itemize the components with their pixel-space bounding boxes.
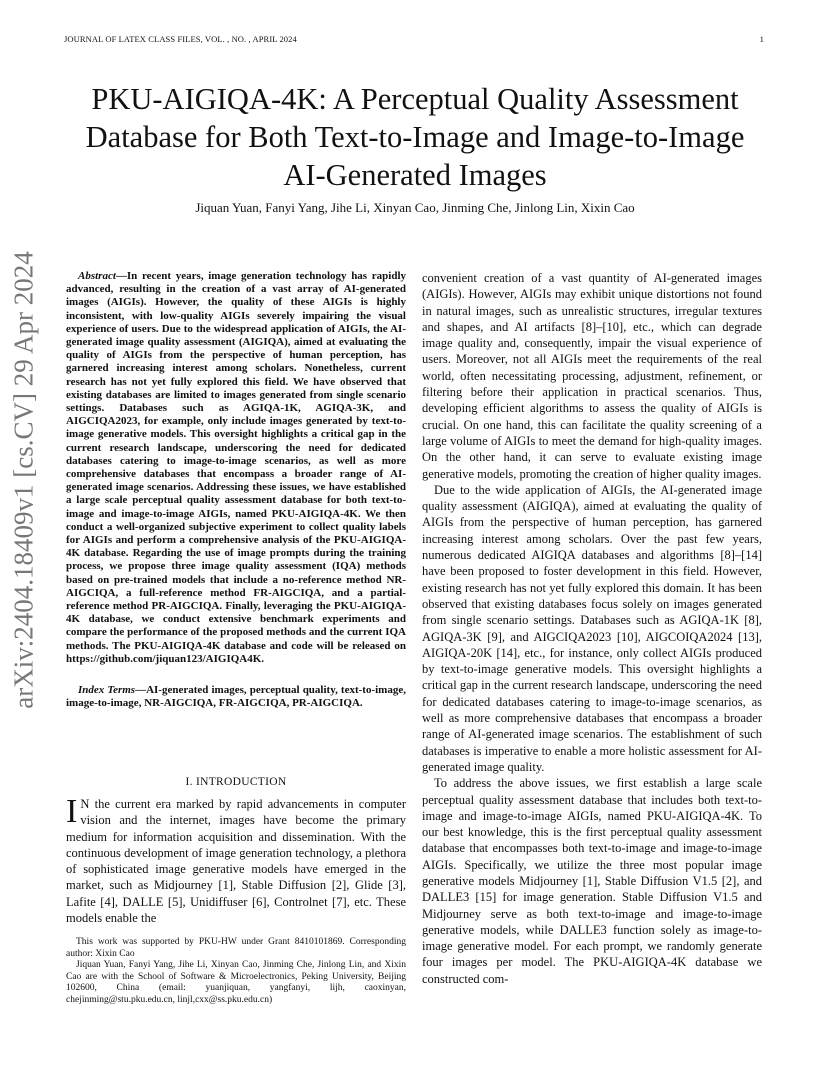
arxiv-sidebar bbox=[4, 251, 44, 709]
footnote-affiliation: Jiquan Yuan, Fanyi Yang, Jihe Li, Xinyan Cao, Jinming Che, Jinlong Lin, and Xixin Cao are with the School of Software & Microelectronics, Peking University, Beijing 102600, China (email: yuanjiquan, yangfanyi, lijh, caoxinyan, chejinming@stu.pku.edu.cn, linjl,cxx@ss.pku.edu.cn) bbox=[66, 960, 406, 1005]
abstract-text: —In recent years, image generation technology has rapidly advanced, resulting in the creation of a vast array of AI-generated images (AIGIs). However, the quality of these AIGIs is highly inconsistent, with low-quality AIGIs severely impairing the visual experience of users. Due to the widespread application of AIGIs, the AI-generated image quality assessment (AIGIQA), aimed at evaluating the quality of AIGIs from the perspective of human perception, has garnered increasing interest among scholars. Nonetheless, current research has not yet fully explored this field. We have observed that existing databases are limited to images generated from single scenario settings. Databases such as AGIQA-1K, AGIQA-3K, and AIGCIQA2023, for example, only include images generated by text-to-image generative models. This oversight highlights a critical gap in the current research landscape, underscoring the need for dedicated databases catering to image-to-image scenarios, as well as more comprehensive databases that encompass a broader range of AI-generated image scenarios. Addressing these issues, we have established a large scale perceptual quality assessment database for both text-to-image and image-to-image AIGIs, named PKU-AIGIQA-4K. We then conduct a well-organized subjective experiment to collect quality labels for AIGIs and perform a comprehensive analysis of the PKU-AIGIQA-4K database. Regarding the use of image prompts during the training process, we propose three image quality assessment (IQA) methods based on pre-trained models that include a no-reference method NR-AIGCIQA, a full-reference method FR-AIGCIQA, and a partial-reference method PR-AIGCIQA. Finally, leveraging the PKU-AIGIQA-4K database, we conduct extensive benchmark experiments and compare the performance of the proposed methods and the current IQA methods. The PKU-AIGIQA-4K database and code will be released on https://github.com/jiquan123/AIGIQA4K. bbox=[66, 270, 406, 665]
footnote bbox=[66, 937, 406, 1007]
intro-paragraph bbox=[66, 793, 406, 926]
index-terms-label: Index Terms bbox=[78, 684, 136, 696]
journal-name: JOURNAL OF LATEX CLASS FILES, VOL. , NO. , APRIL 2024 bbox=[64, 34, 297, 44]
abstract bbox=[66, 270, 406, 666]
right-paragraph-2: Due to the wide application of AIGIs, the AI-generated image quality assessment (AIGIQA), aimed at evaluating the quality of AIGIs from the perspective of human perception, has garnered increasing interest among scholars. Over the past few years, numerous dedicated AIGIQA databases and algorithms [8]–[14] have been proposed to foster development in this field. However, existing research has not yet fully explored this domain. It has been observed that existing databases focus solely on images generated from single scenario settings. Databases such as AGIQA-1K [8], AGIQA-3K [9], and AIGCIQA2023 [10], AIGCOIQA2024 [13], AIGIQA-20K [14], etc., for instance, only collect AIGIs produced by text-to-image generative models. This oversight highlights a critical gap in the current research landscape, underscoring the need for dedicated databases catering to image-to-image scenarios, as well as more comprehensive databases that encompass a broader range of AI-generated image scenarios. The establishment of such databases is imperative to enable a more holistic assessment for AI-generated image quality. bbox=[422, 482, 762, 774]
page-number: 1 bbox=[759, 34, 764, 44]
drop-cap: I bbox=[66, 793, 78, 830]
right-column bbox=[422, 270, 762, 987]
footnote-funding: This work was supported by PKU-HW under Grant 8410101869. Corresponding author: Xixin Cao bbox=[66, 937, 406, 959]
section-heading: I. INTRODUCTION bbox=[185, 776, 287, 788]
paper-title: PKU-AIGIQA-4K: A Perceptual Quality Assessment Database for Both Text-to-Image and Image-to-Image AI-Generated Images bbox=[85, 82, 745, 192]
right-paragraph-3: To address the above issues, we first establish a large scale perceptual quality assessment database that includes both text-to-image and image-to-image AIGIs, named PKU-AIGIQA-4K. To our best knowledge, this is the first perceptual quality assessment database that encompasses both text-to-image and image-to-image AIGIs. Specifically, we utilize the three most popular image generative models Midjourney [1], Stable Diffusion V1.5 [2], and DALLE3 [15] for image generation. Stable Diffusion V1.5 and Midjourney serve as both text-to-image and image-to-image generative models, while DALLE3 function solely as image-to-image generative model. For each prompt, we randomly generate four images per model. The PKU-AIGIQA-4K database we constructed com- bbox=[422, 776, 762, 986]
running-header bbox=[64, 34, 764, 44]
intro-text: N the current era marked by rapid advancements in computer vision and the internet, images have become the primary medium for information acquisition and dissemination. With the continuous development of image generation technology, a plethora of sophisticated image generative models have emerged in the market, such as Midjourney [1], Stable Diffusion [2], Glide [3], Lafite [4], DALLE [5], Unidiffuser [6], Controlnet [7], etc. These models enable the bbox=[66, 797, 406, 926]
arxiv-id: arXiv:2404.18409v1 [cs.CV] 29 Apr 2024 bbox=[8, 251, 39, 709]
author-list: Jiquan Yuan, Fanyi Yang, Jihe Li, Xinyan Cao, Jinming Che, Jinlong Lin, Xixin Cao bbox=[195, 200, 635, 215]
abstract-label: Abstract bbox=[78, 270, 116, 282]
index-terms-text: —AI-generated images, perceptual quality, text-to-image, image-to-image, NR-AIGCIQA, FR-AIGCIQA, PR-AIGCIQA. bbox=[66, 684, 406, 710]
right-paragraph-1: convenient creation of a vast quantity of AI-generated images (AIGIs). However, AIGIs may exhibit unique distortions not found in natural images, such as unrealistic structures, irregular textures and shapes, and AI artifacts [8]–[10], etc., which can degrade image quality and, consequently, impair the visual experience of users. Moreover, not all AIGIs meet the requirements of the real world, often necessitating processing, adjustment, refinement, or filtering before their application in practical scenarios. Thus, developing efficient algorithms to assess the quality of AIGIs is crucial. On one hand, this can facilitate the quality screening of a large volume of AIGIs to meet the demand for high-quality images. On the other hand, it can serve to evaluate existing image generative models, promoting the creation of higher quality images. bbox=[422, 271, 762, 481]
index-terms bbox=[66, 684, 406, 710]
